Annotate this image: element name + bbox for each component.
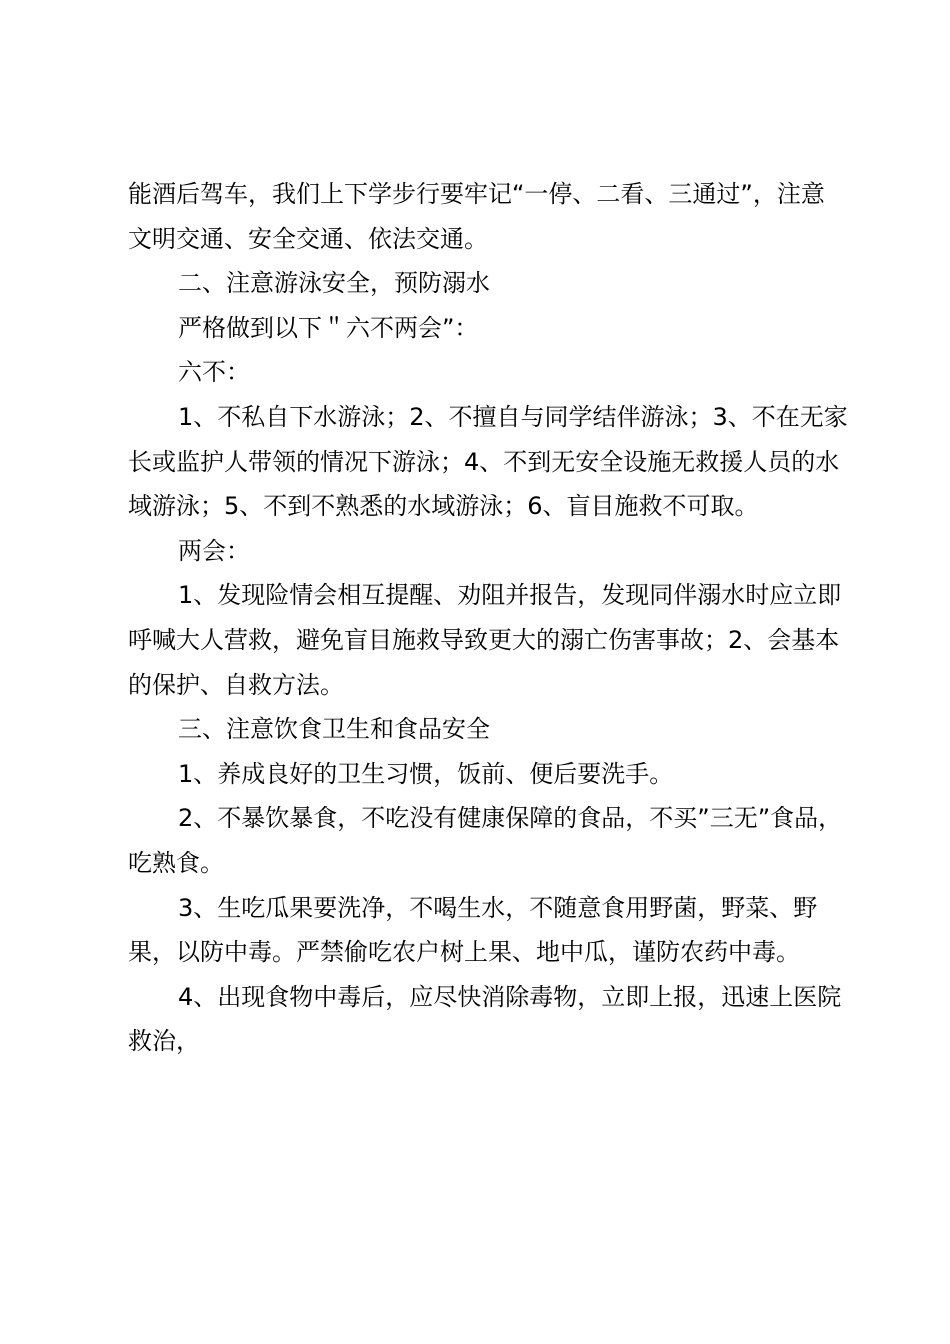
paragraph-six-nots-list: 1、不私自下水游泳；2、不擅自与同学结伴游泳；3、不在无家长或监护人带领的情况下游泳；4、不到无安全设施无救援人员的水域游泳；5、不到不熟悉的水域游泳；6、盲目施救不可取。	[128, 402, 848, 521]
paragraph-traffic-safety: 能酒后驾车，我们上下学步行要牢记“一停、二看、三通过”，注意文明交通、安全交通、依法交通。	[128, 180, 825, 253]
paragraph-food-item-1: 1、养成良好的卫生习惯，饭前、便后要洗手。	[178, 759, 674, 788]
paragraph-food-item-3: 3、生吃瓜果要洗净，不喝生水，不随意食用野菌，野菜、野果，以防中毒。严禁偷吃农户树上果、地中瓜，谨防农药中毒。	[128, 893, 818, 967]
paragraph-six-two-rule: 严格做到以下＂六不两会”：	[178, 313, 479, 342]
heading-swimming-safety: 二、注意游泳安全，预防溺水	[178, 269, 490, 298]
heading-food-safety: 三、注意饮食卫生和食品安全	[178, 715, 490, 744]
document-body	[128, 172, 848, 1064]
paragraph-two-skills-list: 1、发现险情会相互提醒、劝阻并报告，发现同伴溺水时应立即呼喊大人营救，避免盲目施救导致更大的溺亡伤害事故；2、会基本的保护、自救方法。	[128, 581, 842, 699]
paragraph-food-item-2: 2、不暴饮暴食，不吃没有健康保障的食品，不买”三无”食品，吃熟食。	[128, 804, 843, 877]
paragraph-food-item-4: 4、出现食物中毒后，应尽快消除毒物，立即上报，迅速上医院救治，	[128, 982, 842, 1056]
label-six-nots: 六不：	[178, 358, 250, 387]
label-two-skills: 两会：	[178, 536, 250, 565]
